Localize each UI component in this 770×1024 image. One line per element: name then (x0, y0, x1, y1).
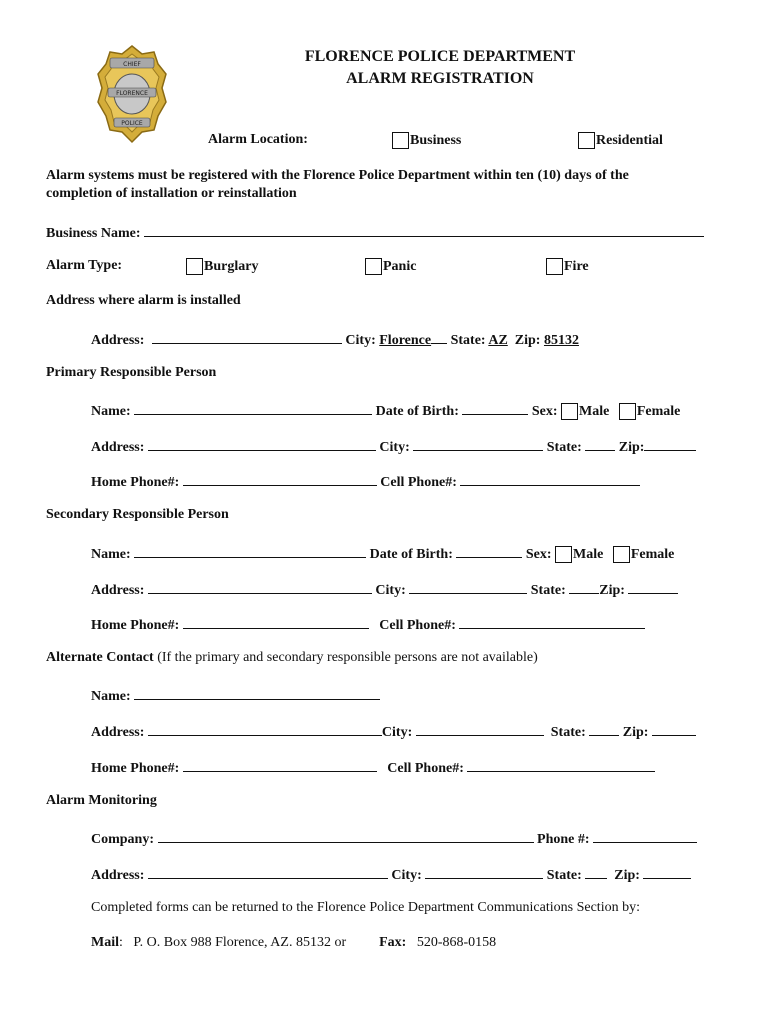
secondary-female-checkbox[interactable] (613, 546, 630, 563)
install-address-heading: Address where alarm is installed (46, 293, 241, 308)
alarm-location-residential[interactable]: Residential (578, 132, 663, 149)
monitoring-state-field[interactable] (585, 864, 607, 879)
secondary-address-field[interactable] (148, 579, 372, 594)
residential-checkbox[interactable] (578, 132, 595, 149)
alternate-phone-row: Home Phone#: Cell Phone#: (91, 757, 655, 777)
business-name-field[interactable] (144, 222, 704, 237)
svg-text:POLICE: POLICE (121, 120, 143, 127)
install-city-value[interactable]: Florence (379, 333, 432, 348)
mail-fax-row: Mail: P. O. Box 988 Florence, AZ. 85132 or Fax: 520-868-0158 (91, 935, 497, 950)
primary-name-field[interactable] (134, 400, 372, 415)
primary-heading: Primary Responsible Person (46, 365, 217, 380)
secondary-home-phone-field[interactable] (183, 614, 369, 629)
alternate-home-phone-field[interactable] (183, 757, 377, 772)
svg-text:FLORENCE: FLORENCE (116, 90, 148, 97)
fire-checkbox[interactable] (546, 258, 563, 275)
monitoring-company-field[interactable] (158, 828, 534, 843)
primary-female-checkbox[interactable] (619, 403, 636, 420)
alternate-state-field[interactable] (589, 721, 619, 736)
primary-phone-row: Home Phone#: Cell Phone#: (91, 471, 640, 491)
form-title-line1: FLORENCE POLICE DEPARTMENT (304, 48, 576, 65)
alarm-type-panic[interactable]: Panic (365, 258, 416, 275)
install-address-row: Address: City: Florence State: AZ Zip: 85132 (91, 329, 579, 349)
secondary-address-row: Address: City: State: Zip: (91, 579, 678, 599)
monitoring-address-row: Address: City: State: Zip: (91, 864, 691, 884)
alternate-heading-row: Alternate Contact (If the primary and secondary responsible persons are not available) (46, 650, 538, 665)
install-address-field[interactable] (152, 329, 342, 344)
alternate-cell-phone-field[interactable] (467, 757, 655, 772)
alternate-name-row: Name: (91, 685, 380, 705)
secondary-dob-field[interactable] (456, 543, 522, 558)
monitoring-zip-field[interactable] (643, 864, 691, 879)
police-badge-logo (96, 44, 168, 144)
alarm-type-label: Alarm Type: (46, 258, 123, 273)
primary-state-field[interactable] (585, 436, 615, 451)
secondary-state-field[interactable] (569, 579, 599, 594)
fax-number: 520-868-0158 (416, 935, 497, 950)
monitoring-address-field[interactable] (148, 864, 388, 879)
primary-male-checkbox[interactable] (561, 403, 578, 420)
alarm-type-burglary[interactable]: Burglary (186, 258, 258, 275)
monitoring-company-row: Company: Phone #: (91, 828, 697, 848)
secondary-heading: Secondary Responsible Person (46, 507, 229, 522)
primary-name-row: Name: Date of Birth: Sex: Male Female (91, 400, 680, 420)
notice-line2: completion of installation or reinstallation (46, 186, 297, 201)
primary-zip-field[interactable] (644, 436, 696, 451)
alternate-zip-field[interactable] (652, 721, 696, 736)
return-instructions: Completed forms can be returned to the Florence Police Department Communications Section by: (91, 900, 640, 915)
install-state-value[interactable]: AZ (488, 333, 508, 348)
form-title-line2: ALARM REGISTRATION (346, 70, 534, 87)
primary-address-field[interactable] (148, 436, 376, 451)
primary-home-phone-field[interactable] (183, 471, 377, 486)
secondary-cell-phone-field[interactable] (459, 614, 645, 629)
alternate-address-field[interactable] (148, 721, 382, 736)
monitoring-heading: Alarm Monitoring (46, 793, 157, 808)
install-zip-value[interactable]: 85132 (543, 333, 579, 348)
primary-cell-phone-field[interactable] (460, 471, 640, 486)
monitoring-phone-field[interactable] (593, 828, 697, 843)
alternate-city-field[interactable] (416, 721, 544, 736)
primary-address-row: Address: City: State: Zip: (91, 436, 696, 456)
monitoring-city-field[interactable] (425, 864, 543, 879)
alternate-name-field[interactable] (134, 685, 380, 700)
mail-address: P. O. Box 988 Florence, AZ. 85132 or (133, 935, 347, 950)
primary-city-field[interactable] (413, 436, 543, 451)
primary-dob-field[interactable] (462, 400, 528, 415)
secondary-name-field[interactable] (134, 543, 366, 558)
secondary-city-field[interactable] (409, 579, 527, 594)
secondary-male-checkbox[interactable] (555, 546, 572, 563)
business-name-row: Business Name: (46, 222, 704, 242)
secondary-name-row: Name: Date of Birth: Sex: Male Female (91, 543, 674, 563)
svg-text:CHIEF: CHIEF (123, 61, 141, 68)
secondary-zip-field[interactable] (628, 579, 678, 594)
burglary-checkbox[interactable] (186, 258, 203, 275)
panic-checkbox[interactable] (365, 258, 382, 275)
secondary-phone-row: Home Phone#: Cell Phone#: (91, 614, 645, 634)
alarm-location-label: Alarm Location: (208, 132, 308, 147)
alarm-type-fire[interactable]: Fire (546, 258, 589, 275)
alarm-location-business[interactable]: Business (392, 132, 461, 149)
notice-line1: Alarm systems must be registered with the Florence Police Department within ten (10) days of the (46, 168, 629, 183)
business-checkbox[interactable] (392, 132, 409, 149)
alternate-address-row: Address: City: State: Zip: (91, 721, 696, 741)
